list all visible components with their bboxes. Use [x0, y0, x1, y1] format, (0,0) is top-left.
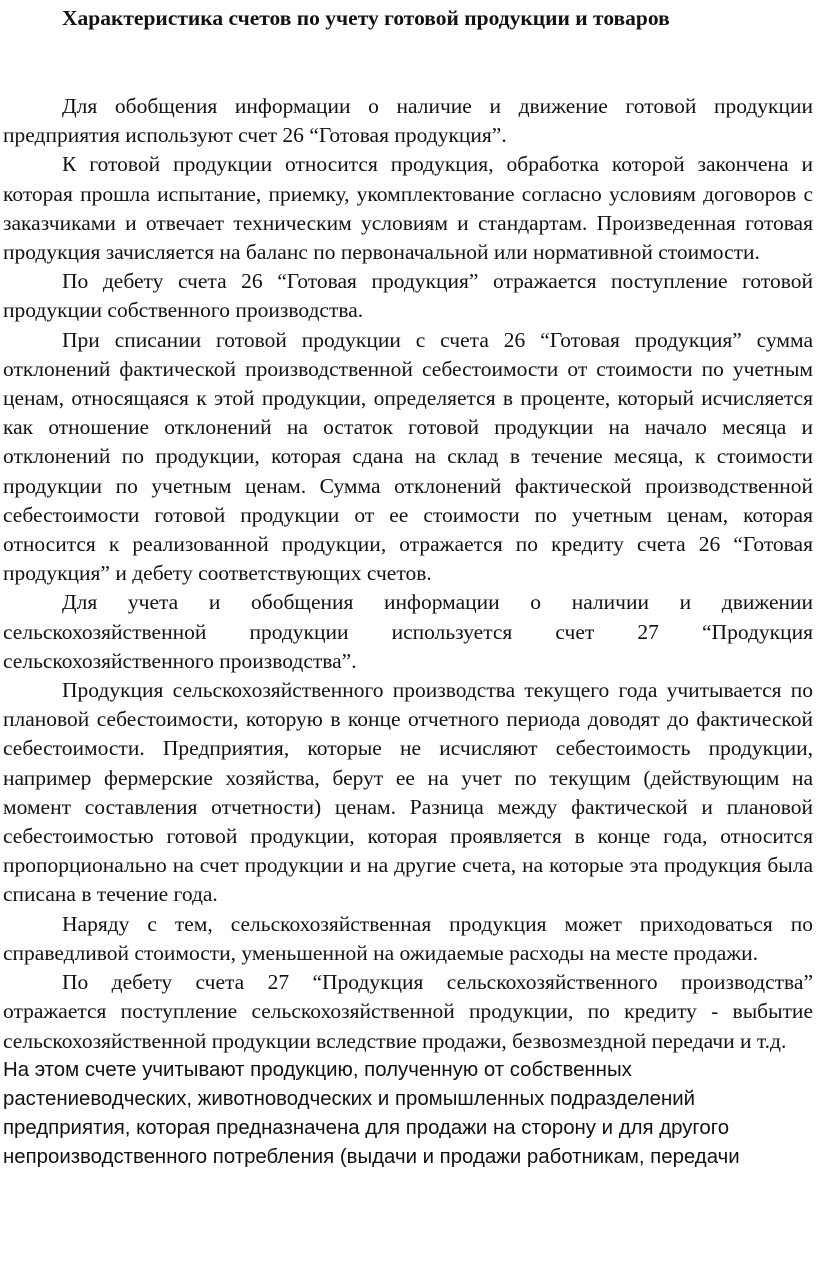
paragraph-line: непроизводственного потребления (выдачи и продажи работникам, передачи [3, 1146, 740, 1169]
paragraph-line: растениеводческих, животноводческих и промышленных подразделений [3, 1087, 696, 1110]
paragraph: Наряду с тем, сельскохозяйственная продукция может приходоваться по справедливой стоимости, уменьшенной на ожидаемые расходы на месте продажи. [3, 911, 813, 965]
document-body [0, 92, 813, 1173]
paragraph-line: На этом счете учитывают продукцию, полученную от собственных [3, 1058, 632, 1081]
paragraph: Продукция сельскохозяйственного производства текущего года учитывается по плановой себестоимости, которую в конце отчетного периода доводят до фактической себестоимости. Предприятия, которые не исчисляют себестоимость продукции, например фермерские хозяйства, берут ее на учет по текущим (действующим на момент составления отчетности) ценам. Разница между фактической и плановой себестоимостью готовой продукции, которая проявляется в конце года, относится пропорционально на счет продукции и на другие счета, на которые эта продукция была списана в течение года. [3, 678, 813, 907]
paragraph: Для учета и обобщения информации о наличии и движении сельскохозяйственной продукции используется счет 27 “Продукция сельскохозяйственного производства”. [3, 590, 813, 673]
paragraph: По дебету счета 26 “Готовая продукция” отражается поступление готовой продукции собственного производства. [3, 269, 813, 323]
paragraph: По дебету счета 27 “Продукция сельскохозяйственного производства” отражается поступление сельскохозяйственной продукции, по кредиту - выбытие сельскохозяйственной продукции вследствие продажи, безвозмездной передачи и т.д. [3, 970, 813, 1053]
paragraph: При списании готовой продукции с счета 26 “Готовая продукция” сумма отклонений фактической производственной себестоимости от стоимости по учетным ценам, относящаяся к этой продукции, определяется в проценте, который исчисляется как отношение отклонений на остаток готовой продукции на начало месяца и отклонений по продукции, которая сдана на склад в течение месяца, к стоимости продукции по учетным ценам. Сумма отклонений фактической производственной себестоимости готовой продукции от ее стоимости по учетным ценам, которая относится к реализованной продукции, отражается по кредиту счета 26 “Готовая продукция” и дебету соответствующих счетов. [3, 327, 813, 586]
document-title: Характеристика счетов по учету готовой продукции и товаров [62, 6, 670, 30]
unformatted-paragraph [0, 1056, 815, 1173]
paragraph: Для обобщения информации о наличие и движение готовой продукции предприятия используют счет 26 “Готовая продукция”. [3, 94, 813, 148]
paragraph-line: предприятия, которая предназначена для продажи на сторону и для другого [3, 1117, 730, 1140]
paragraph: К готовой продукции относится продукция, обработка которой закончена и которая прошла испытание, приемку, укомплектование согласно условиям договоров с заказчиками и отвечает техническим условиям и стандартам. Произведенная готовая продукция зачисляется на баланс по первоначальной или нормативной стоимости. [3, 152, 813, 265]
